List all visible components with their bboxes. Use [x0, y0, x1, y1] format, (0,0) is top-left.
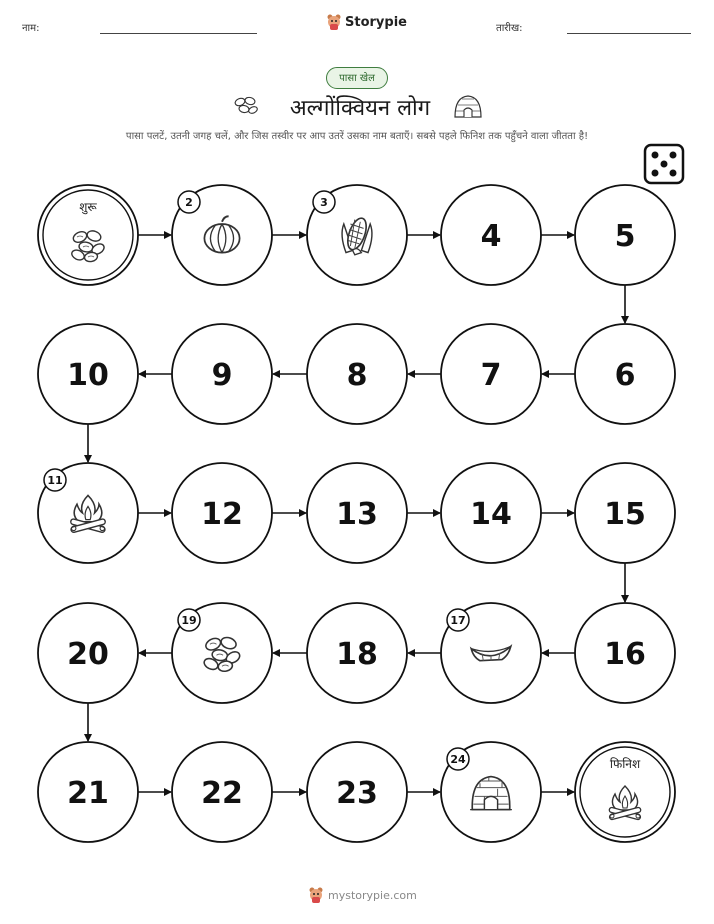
space-number: 8 [346, 358, 368, 393]
board-space-2 [172, 185, 272, 285]
name-label: नाम: [22, 23, 40, 34]
space-number: 23 [336, 776, 378, 811]
space-number: 18 [336, 637, 378, 672]
board-space-10 [38, 324, 138, 424]
space-number: 5 [614, 219, 636, 254]
board-space-17 [441, 603, 541, 703]
space-number: 13 [336, 497, 378, 532]
finish-space [575, 742, 675, 842]
start-space [38, 185, 138, 285]
board-space-20 [38, 603, 138, 703]
board-space-24 [441, 742, 541, 842]
space-number: 10 [67, 358, 109, 393]
board-space-12 [172, 463, 272, 563]
start-label: शुरू [79, 200, 97, 214]
space-number: 14 [470, 497, 512, 532]
board-space-13 [307, 463, 407, 563]
footer [308, 886, 417, 904]
board-space-6 [575, 324, 675, 424]
brand-name: Storypie [345, 14, 407, 30]
footer-site: mystorypie.com [328, 888, 417, 902]
space-number: 6 [614, 358, 636, 393]
page-title: अल्गोंक्वियन लोग [289, 96, 431, 121]
board-space-3 [307, 185, 407, 285]
space-number: 24 [450, 753, 466, 766]
space-number: 9 [211, 358, 233, 393]
finish-label: फिनिश [609, 757, 641, 771]
board-space-22 [172, 742, 272, 842]
space-number: 20 [67, 637, 109, 672]
board-space-16 [575, 603, 675, 703]
space-number: 17 [450, 614, 466, 627]
board-space-11 [38, 463, 138, 563]
board-space-5 [575, 185, 675, 285]
space-number: 19 [181, 614, 197, 627]
space-number: 15 [604, 497, 646, 532]
instructions: पासा पलटें, उतनी जगह चलें, और जिस तस्वीर पर आप उतरें उसका नाम बताएँ। सबसे पहले फिनिश तक पहुँचने वाला जीतता है! [125, 131, 589, 142]
date-label: तारीख: [496, 23, 523, 34]
space-number: 11 [47, 474, 63, 487]
space-number: 2 [185, 196, 193, 209]
category-badge: पासा खेल [326, 67, 388, 89]
space-number: 7 [480, 358, 502, 393]
space-number: 4 [480, 219, 502, 254]
board-space-8 [307, 324, 407, 424]
space-number: 21 [67, 776, 109, 811]
space-number: 3 [320, 196, 328, 209]
space-number: 22 [201, 776, 243, 811]
board-space-15 [575, 463, 675, 563]
board-space-9 [172, 324, 272, 424]
space-number: 16 [604, 637, 646, 672]
board-space-7 [441, 324, 541, 424]
board-space-18 [307, 603, 407, 703]
board-space-21 [38, 742, 138, 842]
board-space-19 [172, 603, 272, 703]
board-space-23 [307, 742, 407, 842]
bear-icon [308, 886, 324, 904]
board-space-14 [441, 463, 541, 563]
board-space-4 [441, 185, 541, 285]
space-number: 12 [201, 497, 243, 532]
